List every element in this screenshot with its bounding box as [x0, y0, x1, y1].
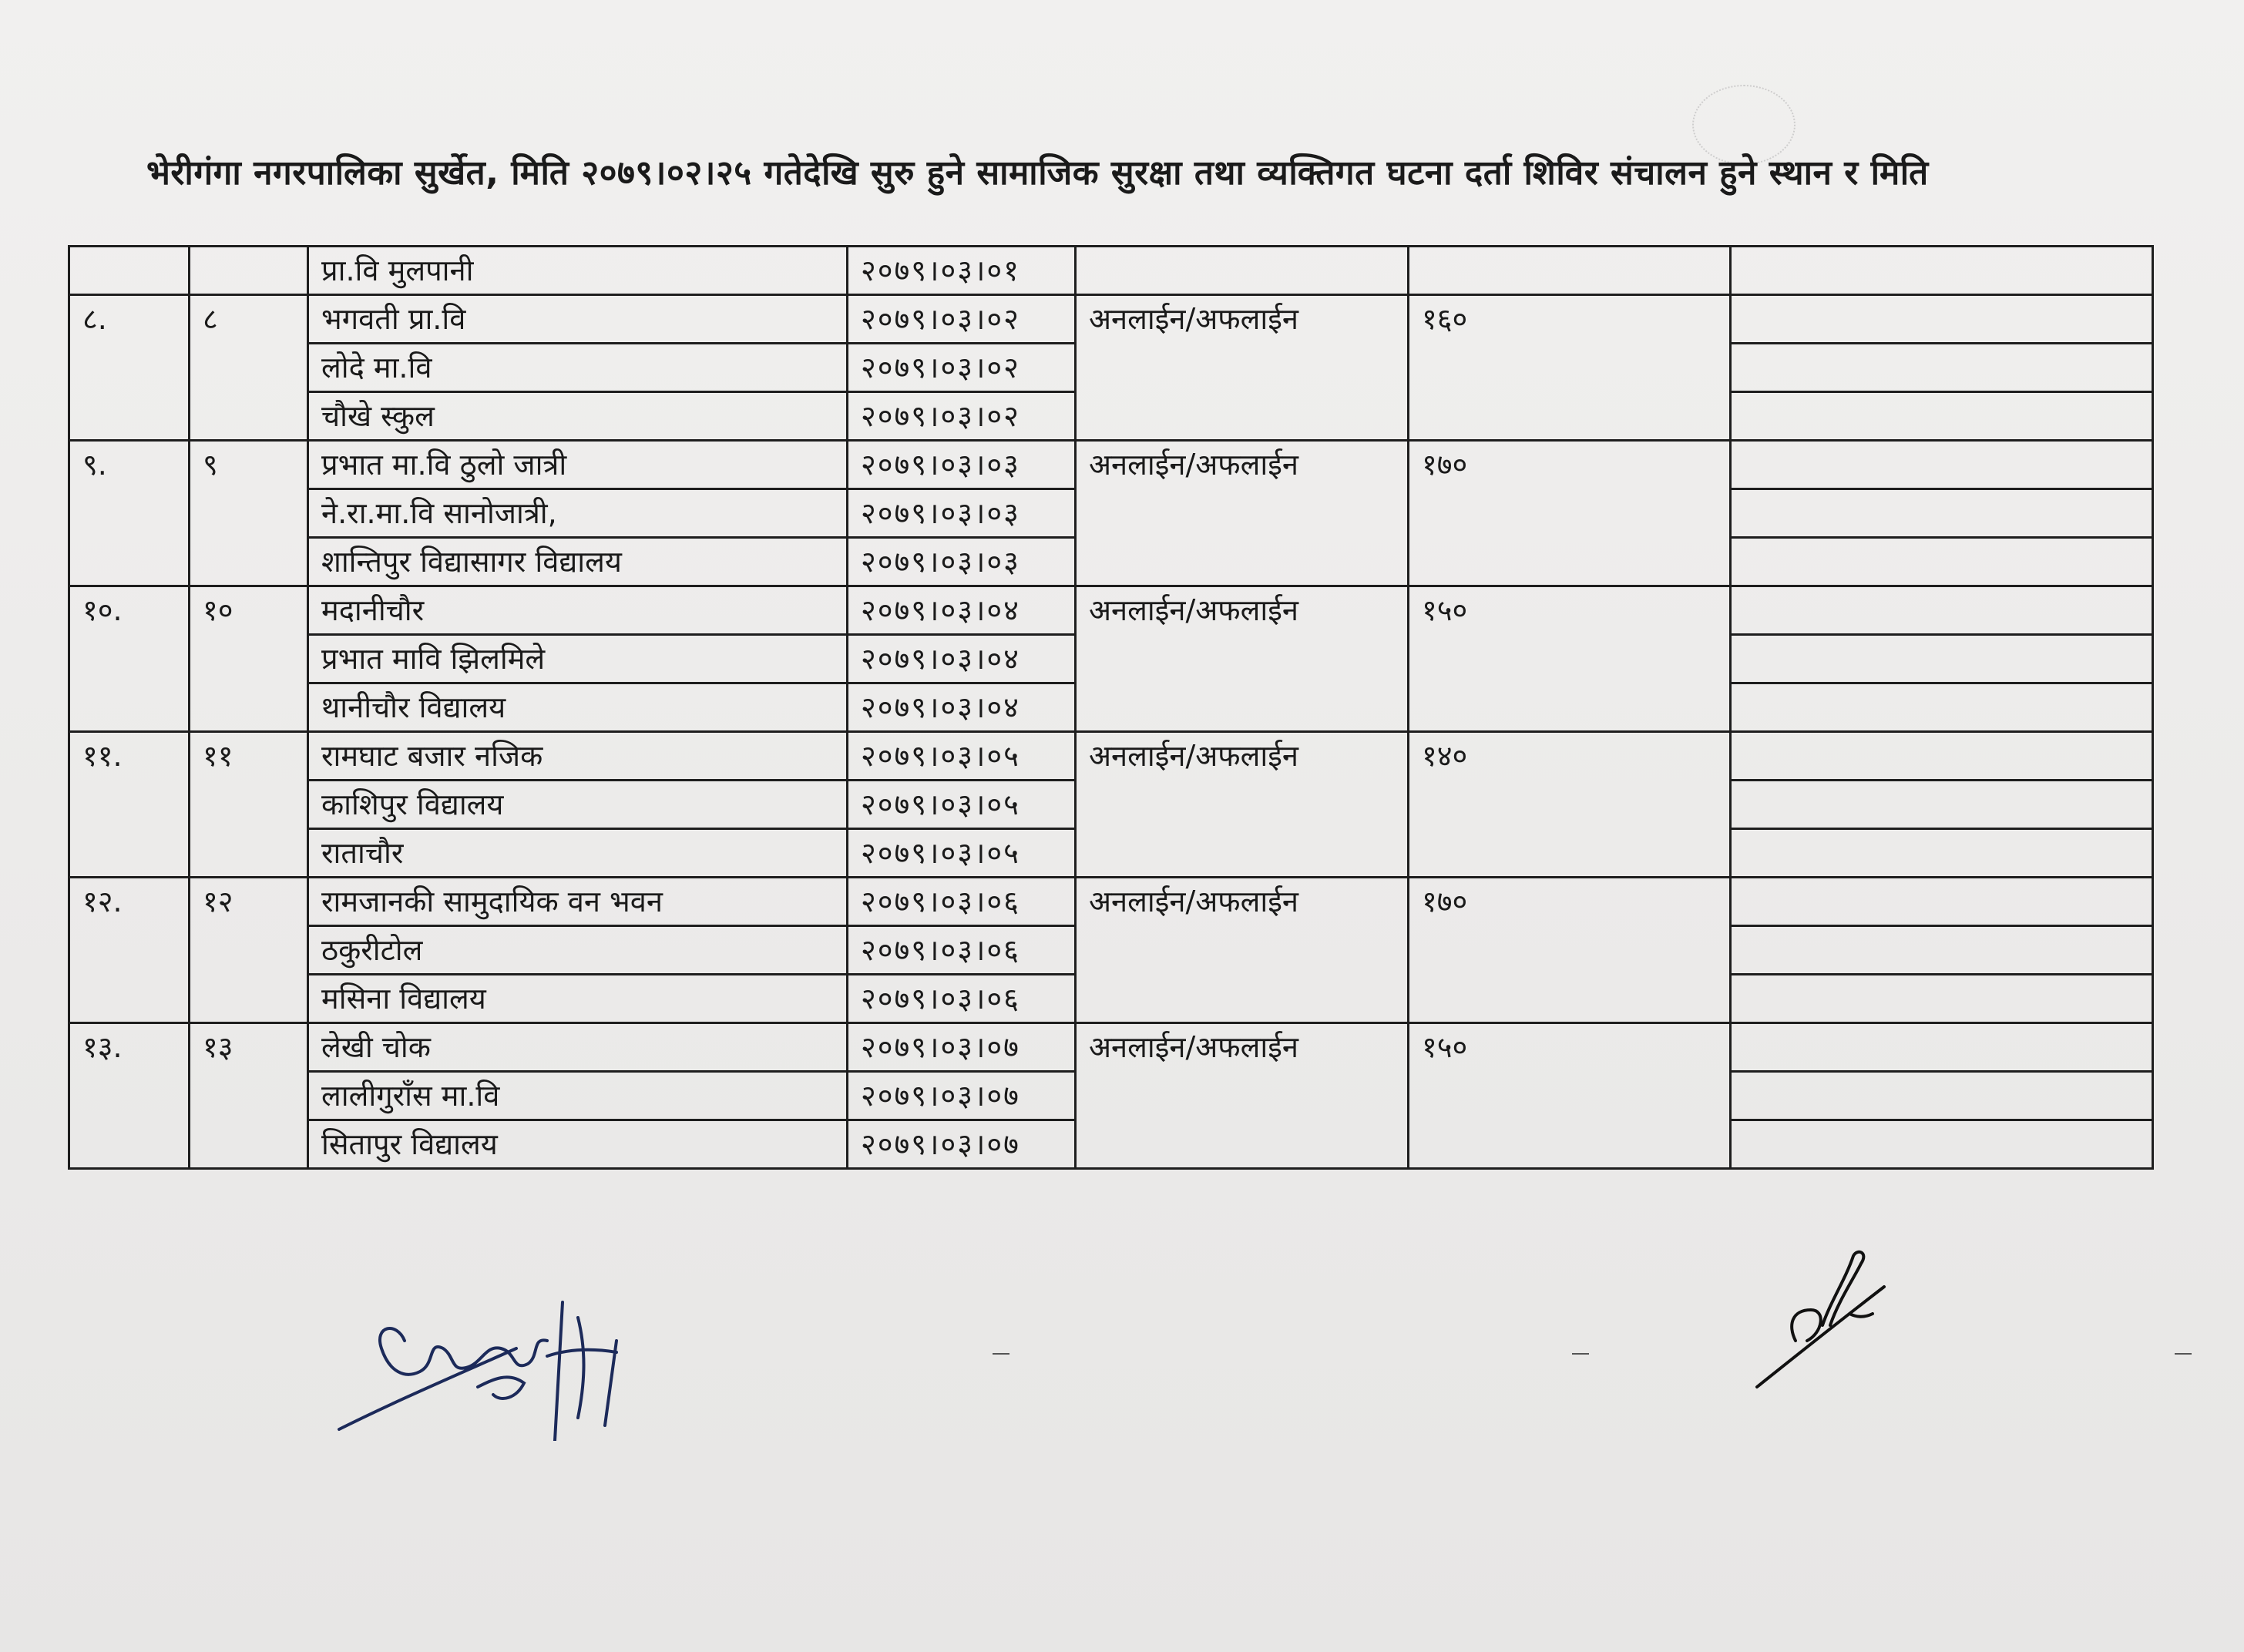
count-cell: १५०	[1409, 586, 1731, 732]
place-cell: लालीगुराँस मा.वि	[308, 1072, 848, 1120]
serial-cell	[69, 247, 190, 295]
place-cell: लोदे मा.वि	[308, 344, 848, 392]
date-cell: २०७९।०३।०५	[848, 829, 1076, 878]
serial-cell: ९.	[69, 441, 190, 586]
remarks-cell	[1731, 295, 2153, 344]
stray-mark	[1572, 1353, 1589, 1355]
place-cell: थानीचौर विद्यालय	[308, 683, 848, 732]
remarks-cell	[1731, 829, 2153, 878]
date-cell: २०७९।०३।०५	[848, 732, 1076, 781]
count-cell: १५०	[1409, 1023, 1731, 1169]
stray-mark	[993, 1353, 1009, 1355]
ward-cell	[190, 247, 308, 295]
table-body	[69, 247, 2153, 1169]
ward-cell: ८	[190, 295, 308, 441]
place-cell: शान्तिपुर विद्यासागर विद्यालय	[308, 538, 848, 586]
count-cell: १७०	[1409, 441, 1731, 586]
count-cell: १४०	[1409, 732, 1731, 878]
ward-cell: १०	[190, 586, 308, 732]
mode-cell: अनलाईन/अफलाईन	[1076, 441, 1409, 586]
date-cell: २०७९।०३।०६	[848, 878, 1076, 926]
table-row	[69, 586, 2153, 635]
remarks-cell	[1731, 975, 2153, 1023]
mode-cell: अनलाईन/अफलाईन	[1076, 295, 1409, 441]
camp-schedule-table	[68, 245, 2154, 1170]
date-cell: २०७९।०३।०२	[848, 392, 1076, 441]
ward-cell: १३	[190, 1023, 308, 1169]
place-cell: लेखी चोक	[308, 1023, 848, 1072]
date-cell: २०७९।०३।०७	[848, 1072, 1076, 1120]
serial-cell: १२.	[69, 878, 190, 1023]
date-cell: २०७९।०३।०४	[848, 683, 1076, 732]
serial-cell: १०.	[69, 586, 190, 732]
mode-cell: अनलाईन/अफलाईन	[1076, 878, 1409, 1023]
place-cell: भगवती प्रा.वि	[308, 295, 848, 344]
remarks-cell	[1731, 247, 2153, 295]
remarks-cell	[1731, 878, 2153, 926]
place-cell: रामघाट बजार नजिक	[308, 732, 848, 781]
table-row	[69, 732, 2153, 781]
remarks-cell	[1731, 1120, 2153, 1169]
remarks-cell	[1731, 635, 2153, 683]
place-cell: ने.रा.मा.वि सानोजात्री,	[308, 489, 848, 538]
stray-mark	[2175, 1353, 2192, 1355]
place-cell: मसिना विद्यालय	[308, 975, 848, 1023]
count-cell	[1409, 247, 1731, 295]
table-row	[69, 441, 2153, 489]
mode-cell: अनलाईन/अफलाईन	[1076, 732, 1409, 878]
place-cell: सितापुर विद्यालय	[308, 1120, 848, 1169]
serial-cell: ११.	[69, 732, 190, 878]
mode-cell	[1076, 247, 1409, 295]
remarks-cell	[1731, 926, 2153, 975]
date-cell: २०७९।०३।०७	[848, 1120, 1076, 1169]
date-cell: २०७९।०३।०४	[848, 586, 1076, 635]
date-cell: २०७९।०३।०७	[848, 1023, 1076, 1072]
remarks-cell	[1731, 344, 2153, 392]
count-cell: १६०	[1409, 295, 1731, 441]
remarks-cell	[1731, 1023, 2153, 1072]
remarks-cell	[1731, 683, 2153, 732]
table-row	[69, 878, 2153, 926]
date-cell: २०७९।०३।०३	[848, 441, 1076, 489]
ward-cell: ९	[190, 441, 308, 586]
place-cell: प्रभात मा.वि ठुलो जात्री	[308, 441, 848, 489]
signature-right	[1749, 1241, 1903, 1395]
count-cell: १७०	[1409, 878, 1731, 1023]
place-cell: रामजानकी सामुदायिक वन भवन	[308, 878, 848, 926]
table-row	[69, 1023, 2153, 1072]
document-title: भेरीगंगा नगरपालिका सुर्खेत, मिति २०७९।०२।२५ गतेदेखि सुरु हुने सामाजिक सुरक्षा तथा व्यक्तिगत घटना दर्ता शिविर संचालन हुने स्थान र मिति	[146, 153, 1929, 193]
remarks-cell	[1731, 732, 2153, 781]
place-cell: राताचौर	[308, 829, 848, 878]
serial-cell: १३.	[69, 1023, 190, 1169]
date-cell: २०७९।०३।०१	[848, 247, 1076, 295]
mode-cell: अनलाईन/अफलाईन	[1076, 586, 1409, 732]
ward-cell: ११	[190, 732, 308, 878]
remarks-cell	[1731, 392, 2153, 441]
remarks-cell	[1731, 586, 2153, 635]
table-row	[69, 247, 2153, 295]
date-cell: २०७९।०३।०६	[848, 975, 1076, 1023]
place-cell: काशिपुर विद्यालय	[308, 781, 848, 829]
table-row	[69, 295, 2153, 344]
date-cell: २०७९।०३।०५	[848, 781, 1076, 829]
remarks-cell	[1731, 781, 2153, 829]
remarks-cell	[1731, 489, 2153, 538]
remarks-cell	[1731, 538, 2153, 586]
place-cell: प्रभात मावि झिलमिले	[308, 635, 848, 683]
date-cell: २०७९।०३।०३	[848, 489, 1076, 538]
place-cell: प्रा.वि मुलपानी	[308, 247, 848, 295]
date-cell: २०७९।०३।०३	[848, 538, 1076, 586]
place-cell: ठकुरीटोल	[308, 926, 848, 975]
serial-cell: ८.	[69, 295, 190, 441]
ward-cell: १२	[190, 878, 308, 1023]
place-cell: मदानीचौर	[308, 586, 848, 635]
remarks-cell	[1731, 441, 2153, 489]
place-cell: चौखे स्कुल	[308, 392, 848, 441]
date-cell: २०७९।०३।०२	[848, 295, 1076, 344]
remarks-cell	[1731, 1072, 2153, 1120]
date-cell: २०७९।०३।०६	[848, 926, 1076, 975]
date-cell: २०७९।०३।०४	[848, 635, 1076, 683]
signature-left	[331, 1294, 655, 1441]
date-cell: २०७९।०३।०२	[848, 344, 1076, 392]
mode-cell: अनलाईन/अफलाईन	[1076, 1023, 1409, 1169]
